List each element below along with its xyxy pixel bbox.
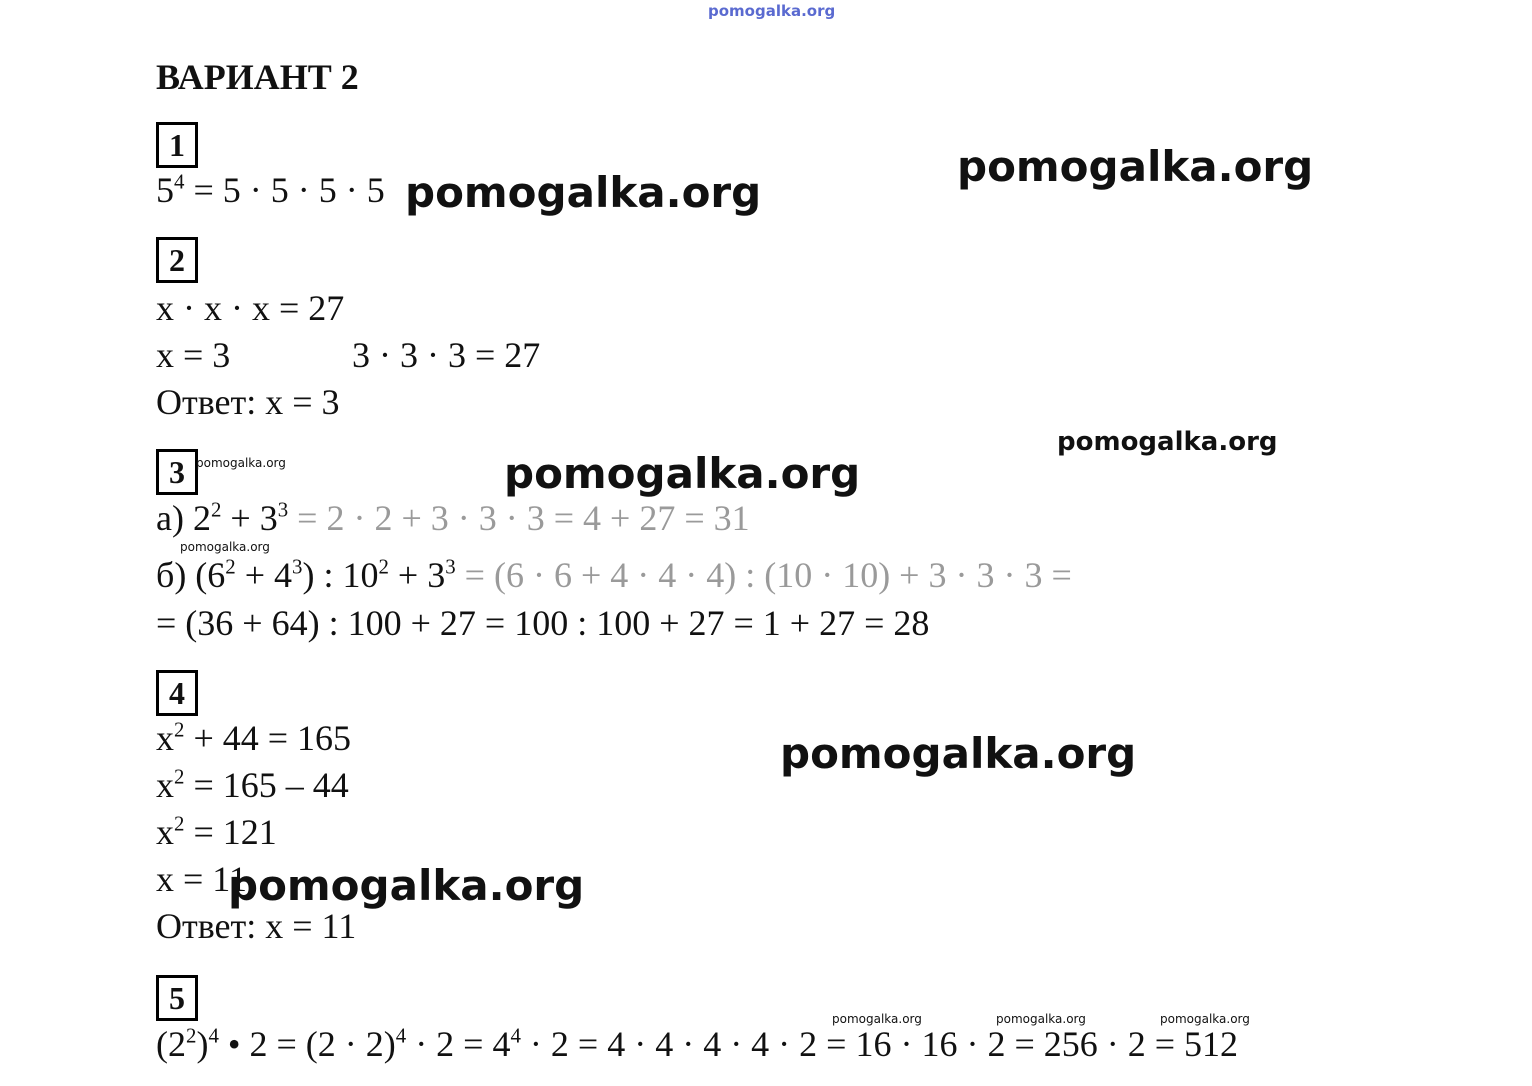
page-heading: ВАРИАНТ 2	[156, 57, 359, 97]
part: • 2 = (2 · 2)	[218, 1024, 396, 1064]
watermark-small-4: pomogalka.org	[996, 1012, 1086, 1026]
part: б) (6	[156, 555, 226, 595]
exponent: 4	[174, 169, 185, 194]
exponent: 2	[186, 1023, 197, 1048]
task3-line-b	[156, 555, 1072, 595]
base: 5	[156, 170, 174, 210]
task4-answer: Ответ: x = 11	[156, 906, 357, 946]
part: + 3	[388, 555, 446, 595]
part: (2	[156, 1024, 186, 1064]
exponent: 4	[208, 1023, 219, 1048]
watermark-small-2: pomogalka.org	[180, 540, 270, 554]
exponent: 2	[174, 764, 185, 789]
watermark-big-3: pomogalka.org	[504, 449, 861, 498]
rest: = 165 – 44	[184, 765, 349, 805]
watermark-big-4: pomogalka.org	[780, 729, 1137, 778]
exponent: 3	[277, 497, 289, 522]
exponent: 2	[378, 554, 389, 579]
expansion: = 5 · 5 · 5 · 5	[184, 170, 385, 210]
task-number-4: 4	[156, 670, 198, 716]
part: = (6 · 6 + 4 · 4 · 4) : (10 · 10) + 3 · 3 · 3 =	[455, 555, 1072, 595]
part: + 4	[235, 555, 293, 595]
part: ) : 10	[302, 555, 379, 595]
exponent: 2	[174, 811, 185, 836]
exponent: 4	[510, 1023, 521, 1048]
exponent: 2	[225, 554, 236, 579]
task1-line	[156, 170, 385, 210]
watermark-mid-1: pomogalka.org	[1057, 427, 1278, 457]
task4-line-4: x = 11	[156, 859, 247, 899]
part: · 2 = 4	[406, 1024, 511, 1064]
task4-line-3	[156, 812, 277, 852]
exponent: 3	[445, 554, 456, 579]
exponent: 4	[395, 1023, 407, 1048]
task4-line-2	[156, 765, 349, 805]
variable: x	[156, 718, 174, 758]
watermark-top: pomogalka.org	[708, 2, 836, 20]
exponent: 2	[210, 497, 222, 522]
watermark-big-1: pomogalka.org	[957, 142, 1314, 191]
watermark-small-3: pomogalka.org	[832, 1012, 922, 1026]
task-number-5: 5	[156, 975, 198, 1021]
task3-line-a	[156, 498, 750, 538]
variable: x	[156, 765, 174, 805]
watermark-big-5: pomogalka.org	[228, 861, 585, 910]
task4-line-1	[156, 718, 351, 758]
part: + 3	[221, 498, 278, 538]
task2-check: 3 · 3 · 3 = 27	[352, 335, 541, 375]
watermark-small-1: pomogalka.org	[196, 456, 286, 470]
task5-line	[156, 1024, 1238, 1064]
task-number-3: 3	[156, 449, 198, 495]
part: = 2 · 2 + 3 · 3 · 3 = 4 + 27 = 31	[288, 498, 750, 538]
exponent: 3	[292, 554, 303, 579]
exponent: 2	[174, 717, 185, 742]
task-number-2: 2	[156, 237, 198, 283]
task2-answer: Ответ: x = 3	[156, 382, 340, 422]
task2-line-1: x · x · x = 27	[156, 288, 345, 328]
part: · 2 = 4 · 4 · 4 · 4 · 2 = 16 · 16 · 2 = 256 · 2 = 512	[520, 1024, 1239, 1064]
part: )	[196, 1024, 209, 1064]
variable: x	[156, 812, 174, 852]
task2-line-2: x = 3	[156, 335, 231, 375]
task3-line-c: = (36 + 64) : 100 + 27 = 100 : 100 + 27 = 1 + 27 = 28	[156, 603, 930, 643]
watermark-small-5: pomogalka.org	[1160, 1012, 1250, 1026]
rest: + 44 = 165	[184, 718, 352, 758]
task-number-1: 1	[156, 122, 198, 168]
rest: = 121	[184, 812, 277, 852]
watermark-big-2: pomogalka.org	[405, 168, 762, 217]
part: а) 2	[156, 498, 211, 538]
